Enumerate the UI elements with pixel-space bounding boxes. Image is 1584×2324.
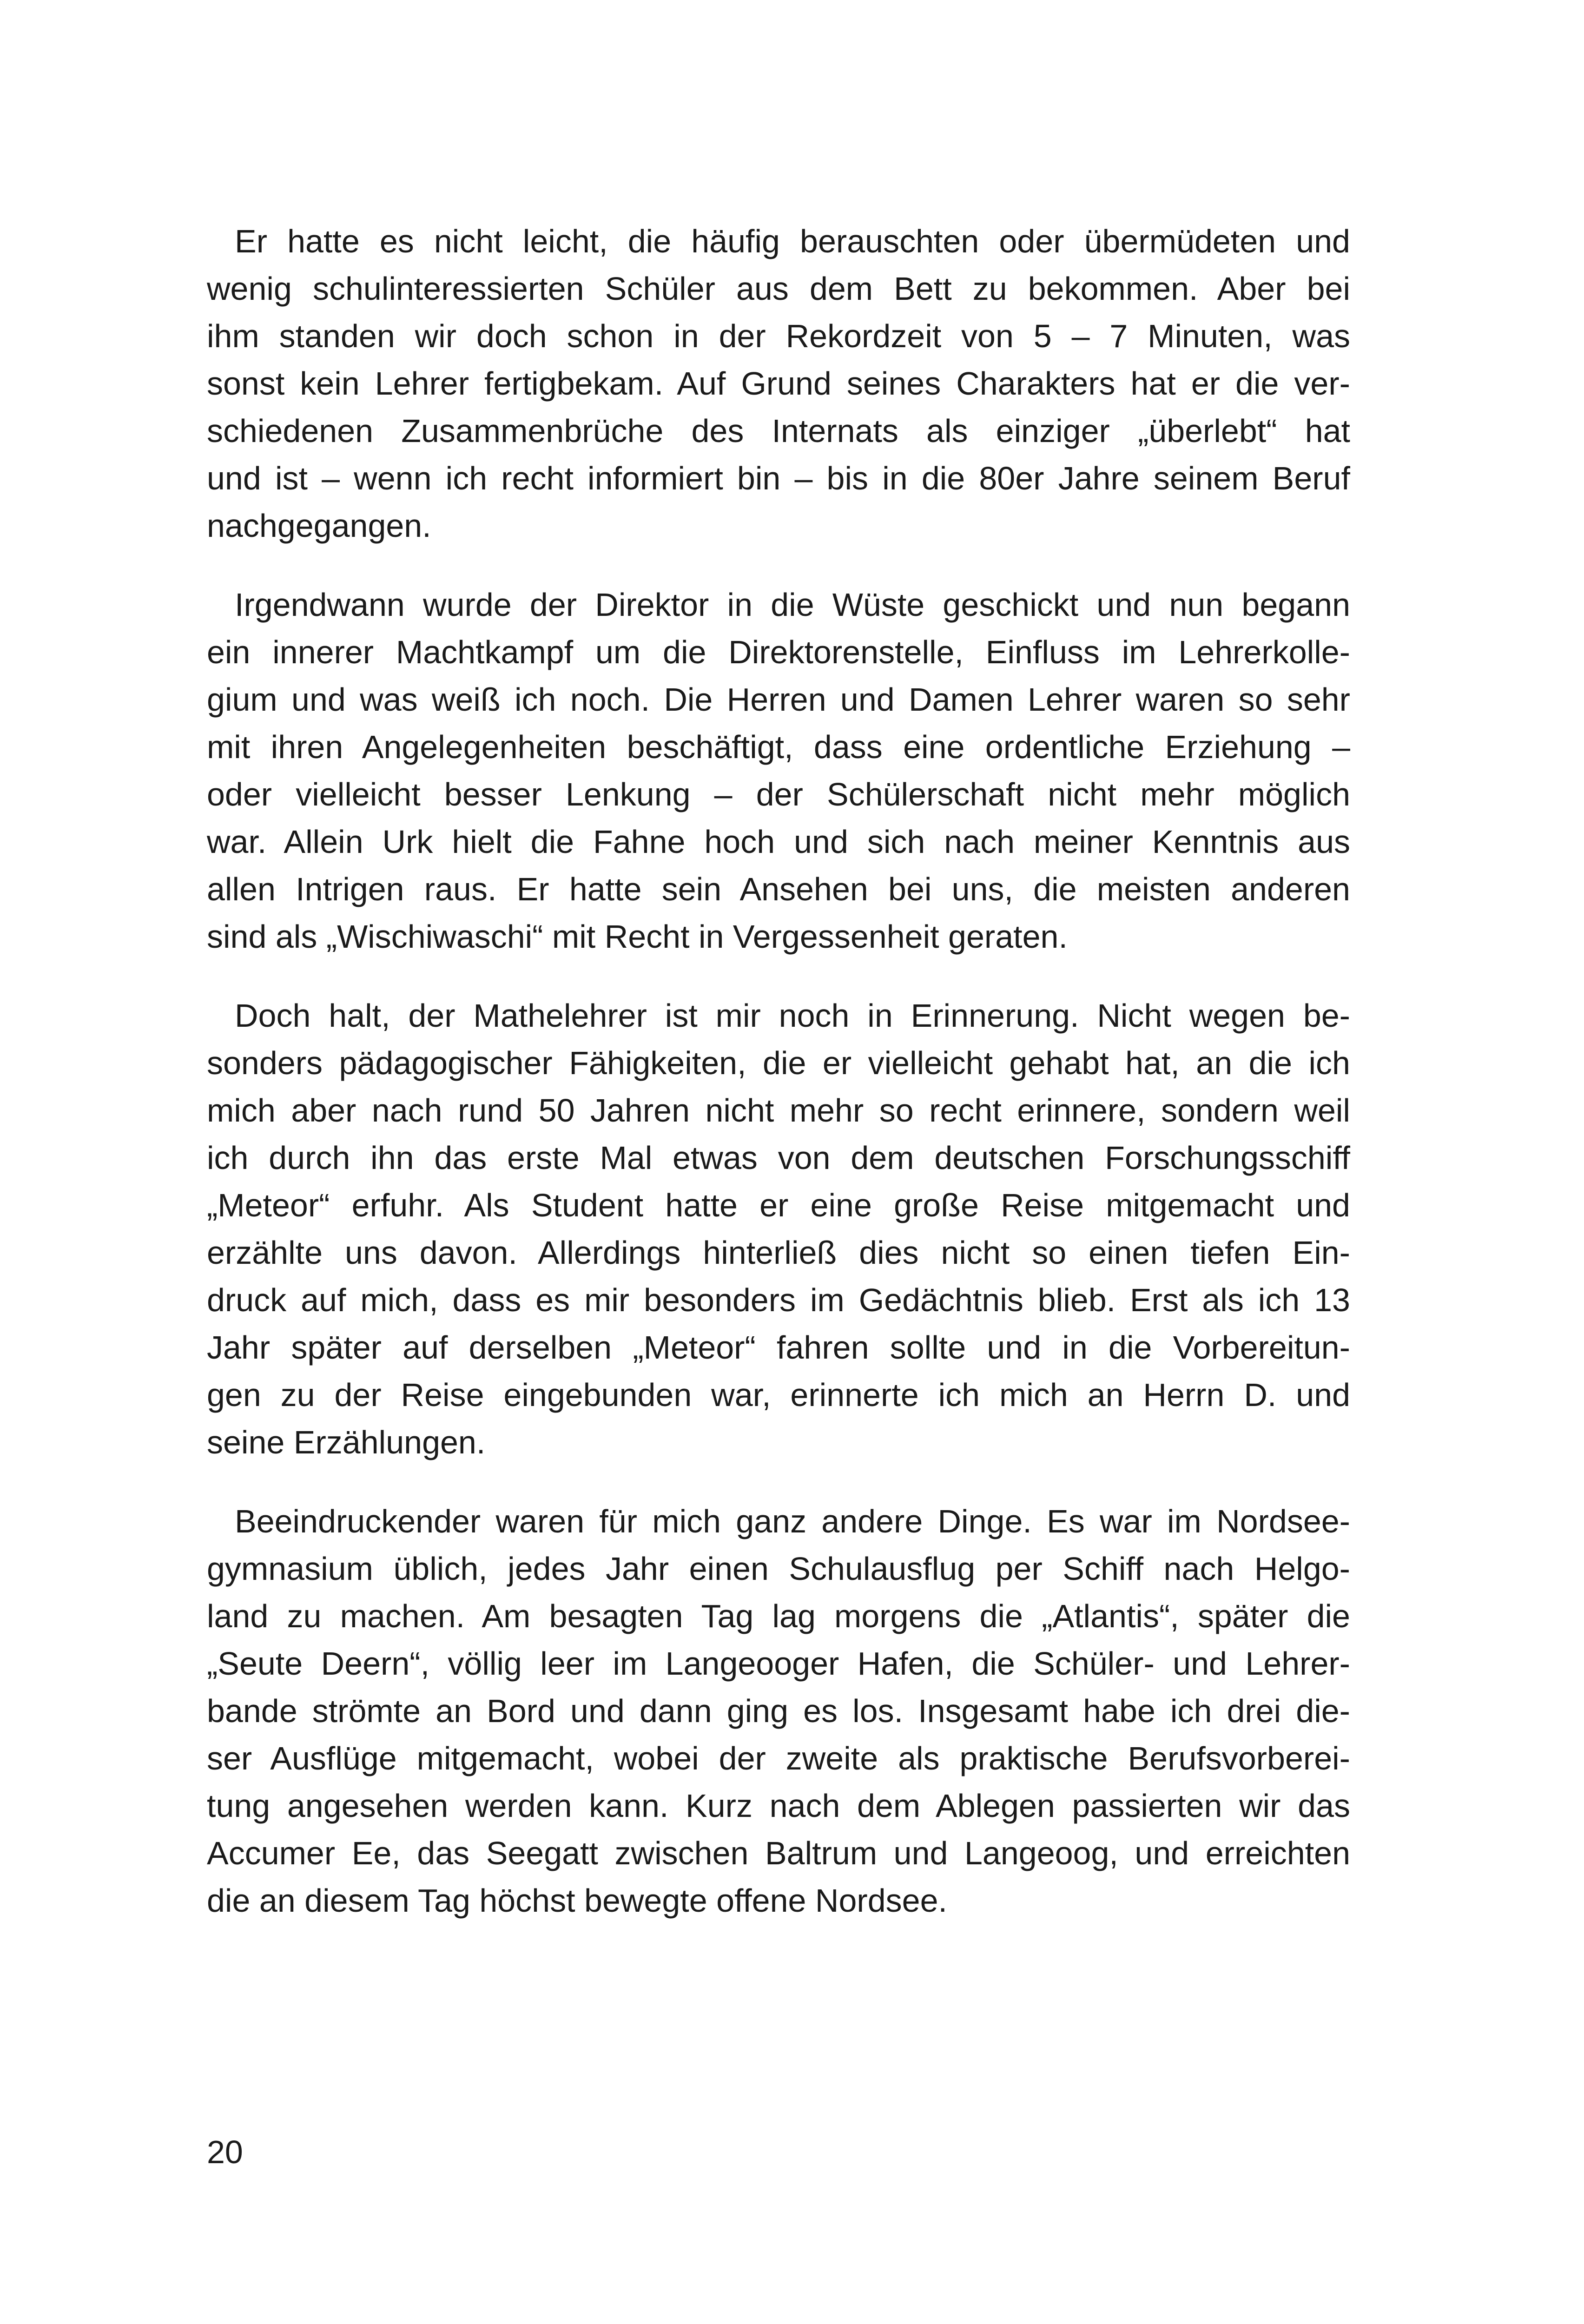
text-line: tung angesehen werden kann. Kurz nach dem Ablegen passierten wir das (207, 1788, 1350, 1824)
text-line: und ist – wenn ich recht informiert bin – bis in die 80er Jahre seinem Beruf (207, 460, 1350, 496)
page-number: 20 (207, 2134, 243, 2170)
text-line: schiedenen Zusammenbrüche des Internats als einziger „überlebt“ hat (207, 413, 1350, 449)
text-line: Doch halt, der Mathelehrer ist mir noch in Erinnerung. Nicht wegen be- (235, 997, 1350, 1034)
paragraph-4 (207, 1498, 1350, 1924)
text-line: gymnasium üblich, jedes Jahr einen Schulausflug per Schiff nach Helgo- (207, 1551, 1350, 1587)
paragraph-gap (207, 549, 1350, 581)
text-line: oder vielleicht besser Lenkung – der Schülerschaft nicht mehr möglich (207, 776, 1350, 812)
text-line: die an diesem Tag höchst bewegte offene Nordsee. (207, 1882, 947, 1919)
text-line: war. Allein Urk hielt die Fahne hoch und sich nach meiner Kenntnis aus (207, 824, 1350, 860)
paragraph-3 (207, 992, 1350, 1466)
text-line: Irgendwann wurde der Direktor in die Wüste geschickt und nun begann (235, 587, 1350, 623)
paragraph-2 (207, 581, 1350, 960)
text-line: „Meteor“ erfuhr. Als Student hatte er eine große Reise mitgemacht und (207, 1187, 1350, 1223)
text-line: Beeindruckender waren für mich ganz andere Dinge. Es war im Nordsee- (235, 1503, 1350, 1539)
text-line: sind als „Wischiwaschi“ mit Recht in Vergessenheit geraten. (207, 918, 1068, 955)
text-line: sonders pädagogischer Fähigkeiten, die er vielleicht gehabt hat, an die ich (207, 1045, 1350, 1081)
text-line: gen zu der Reise eingebunden war, erinnerte ich mich an Herrn D. und (207, 1377, 1350, 1413)
paragraph-1 (207, 218, 1350, 549)
text-line: ein innerer Machtkampf um die Direktorenstelle, Einfluss im Lehrerkolle- (207, 634, 1350, 670)
text-line: allen Intrigen raus. Er hatte sein Ansehen bei uns, die meisten anderen (207, 871, 1350, 907)
body-text (207, 218, 1350, 1924)
text-line: nachgegangen. (207, 508, 431, 544)
paragraph-gap (207, 960, 1350, 992)
text-line: ser Ausflüge mitgemacht, wobei der zweite als praktische Berufsvorberei- (207, 1740, 1350, 1776)
text-line: erzählte uns davon. Allerdings hinterließ dies nicht so einen tiefen Ein- (207, 1235, 1350, 1271)
text-line: seine Erzählungen. (207, 1424, 486, 1460)
text-line: Accumer Ee, das Seegatt zwischen Baltrum und Langeoog, und erreichten (207, 1835, 1350, 1871)
text-line: wenig schulinteressierten Schüler aus dem Bett zu bekommen. Aber bei (207, 271, 1350, 307)
text-line: ihm standen wir doch schon in der Rekordzeit von 5 – 7 Minuten, was (207, 318, 1350, 354)
paragraph-gap (207, 1466, 1350, 1498)
text-line: sonst kein Lehrer fertigbekam. Auf Grund seines Charakters hat er die ver- (207, 365, 1350, 402)
text-line: ich durch ihn das erste Mal etwas von dem deutschen Forschungsschiff (207, 1140, 1350, 1176)
text-line: bande strömte an Bord und dann ging es los. Insgesamt habe ich drei die- (207, 1693, 1350, 1729)
text-line: druck auf mich, dass es mir besonders im Gedächtnis blieb. Erst als ich 13 (207, 1282, 1350, 1318)
text-line: Er hatte es nicht leicht, die häufig berauschten oder übermüdeten und (235, 223, 1350, 259)
text-line: gium und was weiß ich noch. Die Herren und Damen Lehrer waren so sehr (207, 681, 1350, 718)
text-line: Jahr später auf derselben „Meteor“ fahren sollte und in die Vorbereitun- (207, 1329, 1350, 1366)
text-line: land zu machen. Am besagten Tag lag morgens die „Atlantis“, später die (207, 1598, 1350, 1634)
text-line: mich aber nach rund 50 Jahren nicht mehr so recht erinnere, sondern weil (207, 1092, 1350, 1129)
text-line: „Seute Deern“, völlig leer im Langeooger Hafen, die Schüler- und Lehrer- (207, 1645, 1350, 1682)
text-line: mit ihren Angelegenheiten beschäftigt, dass eine ordentliche Erziehung – (207, 729, 1350, 765)
